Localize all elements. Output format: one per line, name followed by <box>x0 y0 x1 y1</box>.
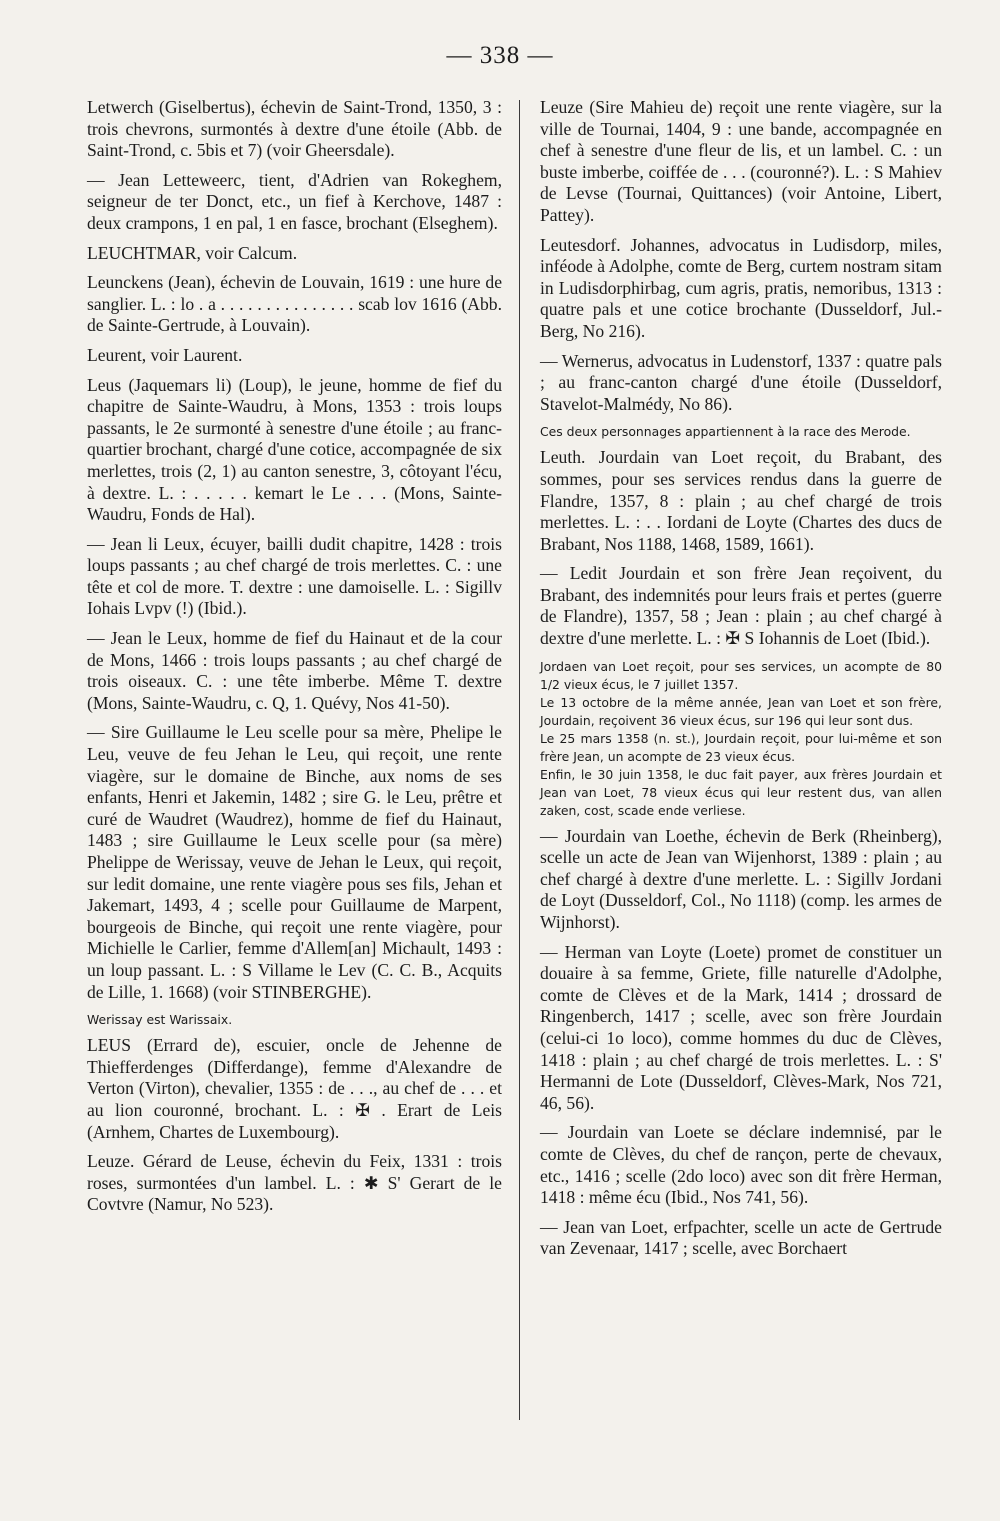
note-acompte-3: Le 25 mars 1358 (n. st.), Jourdain reçoit, pour lui-même et son frère Jean, un acompte de 23 vieux écus. <box>540 730 942 764</box>
entry-leus-jaquemars: Leus (Jaquemars li) (Loup), le jeune, homme de fief du chapitre de Sainte-Waudru, à Mons, 1353 : trois loups passants, le 2e surmonté à senestre d'une étoile ; au franc-quartier brochant, chargé d'une cotice, accompagnée de six merlettes, trois (2, 1) au canton senestre, 3, côtoyant l'écu, à dextre. L. : . . . . . kemart le Le . . . (Mons, Sainte-Waudru, Fonds de Hal). <box>87 374 502 525</box>
entry-guillaume-le-leu: — Sire Guillaume le Leu scelle pour sa mère, Phelipe le Leu, veuve de feu Jehan le Leu, qui reçoit, une rente viagère, sur le domaine de Binche, aux noms de ses enfants, Henri et Jakemin, 1482 ; sire G. le Leu, prêtre et curé de Waudret (Waudrez), homme de fief du Hainaut, 1483 ; sire Guillaume le Leux scelle pour (sa mère) Phelippe de Werissay, veuve de Jehan le Leux, qui reçoit, sur ledit domaine, une rente viagère pous ses fils, Jehan et Jakemart, 1493, 4 ; scelle pour Guillaume de Marpent, bourgeois de Binche, qui reçoit une rente viagère, pour Michielle le Carlier, femme d'Allem[an] Michault, 1493 : un loup passant. L. : S Villame le Lev (C. C. B., Acquits de Lille, 1. 1668) (voir STINBERGHE). <box>87 722 502 1002</box>
entry-leuze-gerard: Leuze. Gérard de Leuse, échevin du Feix, 1331 : trois roses, surmontées d'un lambel. L. : ✱ S' Gerart de le Covtvre (Namur, No 523). <box>87 1151 502 1215</box>
entry-jean-van-loet: — Jean van Loet, erfpachter, scelle un acte de Gertrude van Zevenaar, 1417 ; scelle, avec Borchaert <box>540 1216 942 1259</box>
entry-jean-le-leux: — Jean le Leux, homme de fief du Hainaut et de la cour de Mons, 1466 : trois loups passants ; au chef chargé de trois oiseaux. C. : une tête imberbe. Même T. dextre (Mons, Sainte-Waudru, c. Q, 1. Quévy, Nos 41-50). <box>87 628 502 713</box>
entry-jourdain-loethe: — Jourdain van Loethe, échevin de Berk (Rheinberg), scelle un acte de Jean van Wijenhorst, 1389 : plain ; au chef chargé à dextre d'une merlette. L. : Sigillv Jordani de Loyt (Dusseldorf, Col., No 1118) (comp. les armes de Wijnhorst). <box>540 825 942 933</box>
notes-acomptes <box>540 658 942 820</box>
entry-jean-li-leux: — Jean li Leux, écuyer, bailli dudit chapitre, 1428 : trois loups passants ; au chef chargé de trois merlettes. C. : une tête et col de more. T. dextre : une damoiselle. L. : Sigillv Iohais Lvpv (!) (Ibid.). <box>87 533 502 619</box>
entry-leus-errard: LEUS (Errard de), escuier, oncle de Jehenne de Thiefferdenges (Differdange), femme d'Alexandre de Verton (Virton), chevalier, 1355 : de . . ., au chef de . . . et au lion couronné, brochant. L. : ✠ . Erart de Leis (Arnhem, Chartes de Luxembourg). <box>87 1035 502 1142</box>
note-acompte-4: Enfin, le 30 juin 1358, le duc fait payer, aux frères Jourdain et Jean van Loet, 78 vieux écus qui leur restent dus, van allen zaken, cost, scade ende verliese. <box>540 766 942 818</box>
entry-leuze-mahieu: Leuze (Sire Mahieu de) reçoit une rente viagère, sur la ville de Tournai, 1404, 9 : une bande, accompagnée en chef à senestre d'une fleur de lis, et un lambel. C. : un buste imberbe, coiffée de . . . (couronné?). L. : S Mahiev de Levse (Tournai, Quittances) (voir Antoine, Libert, Pattey). <box>540 97 942 225</box>
entry-letwerch: Letwerch (Giselbertus), échevin de Saint-Trond, 1350, 3 : trois chevrons, surmontés à dextre d'une étoile (Abb. de Saint-Trond, c. 5bis et 7) (voir Gheersdale). <box>87 97 502 161</box>
entry-leunckens: Leunckens (Jean), échevin de Louvain, 1619 : une hure de sanglier. L. : lo . a . . . . . . . . . . . . . . . scab lov 1616 (Abb. de Sainte-Gertrude, à Louvain). <box>87 272 502 336</box>
column-divider <box>519 100 520 1420</box>
entry-herman-van-loyte: — Herman van Loyte (Loete) promet de constituer un douaire à sa femme, Griete, fille naturelle d'Adolphe, comte de Clèves et de la Mark, 1414 ; drossard de Ringenberch, 1417 ; scelle, avec son frère Jourdain (celui-ci 1o loco), comme hommes du duc de Clèves, 1418 : plain ; au chef chargé de trois merlettes. L. : S' Hermanni de Lote (Dusseldorf, Clèves-Mark, Nos 721, 46, 56). <box>540 941 942 1113</box>
entry-wernerus: — Wernerus, advocatus in Ludenstorf, 1337 : quatre pals ; au franc-canton chargé d'une étoile (Dusseldorf, Stavelot-Malmédy, No 86). <box>540 350 942 414</box>
entry-leurent: Leurent, voir Laurent. <box>87 344 243 365</box>
entry-jean-letteweerc: — Jean Letteweerc, tient, d'Adrien van Rokeghem, seigneur de ter Donct, etc., un fief à Kerchove, 1487 : deux crampons, 1 en pal, 1 en fasce, brochant (Elseghem). <box>87 169 502 233</box>
entry-ledit-jourdain: — Ledit Jourdain et son frère Jean reçoivent, du Brabant, des indemnités pour leurs frais et pertes (guerre de Flandre), 1357, 58 ; Jean : plain ; au chef chargé à dextre d'une merlette. L. : ✠ S Iohannis de Loet (Ibid.). <box>540 563 942 649</box>
left-column <box>87 97 502 1224</box>
note-merode: Ces deux personnages appartiennent à la race des Merode. <box>540 424 911 440</box>
note-acompte-1: Jordaen van Loet reçoit, pour ses services, un acompte de 80 1/2 vieux écus, le 7 juillet 1357. <box>540 658 942 692</box>
note-werissay: Werissay est Warissaix. <box>87 1012 233 1028</box>
note-acompte-2: Le 13 octobre de la même année, Jean van Loet et son frère, Jourdain, reçoivent 36 vieux écus, sur 196 qui leur sont dus. <box>540 694 942 728</box>
right-column <box>540 97 942 1268</box>
page-number: — 338 — <box>446 42 554 69</box>
entry-leutesdorf: Leutesdorf. Johannes, advocatus in Ludisdorp, miles, inféode à Adolphe, comte de Berg, curtem nostram sitam in Ludisdorphirbag, cum agris, pratis, nemoribus, 1313 : quatre pals et une cotice brochante (Dusseldorf, Jul.-Berg, No 216). <box>540 234 942 341</box>
entry-jourdain-van-loete: — Jourdain van Loete se déclare indemnisé, par le comte de Clèves, du chef de rançon, perte de chevaux, etc., 1416 ; scelle (2do loco) avec son dit frère Herman, 1418 : même écu (Ibid., Nos 741, 56). <box>540 1122 942 1208</box>
entry-leuth: Leuth. Jourdain van Loet reçoit, du Brabant, des sommes, pour ses services rendus dans la guerre de Flandre, 1357, 8 : plain ; au chef chargé de trois merlettes. L. : . . Iordani de Loyte (Chartes des ducs de Brabant, Nos 1188, 1468, 1589, 1661). <box>540 447 942 554</box>
entry-leuchtmar: LEUCHTMAR, voir Calcum. <box>87 242 298 263</box>
